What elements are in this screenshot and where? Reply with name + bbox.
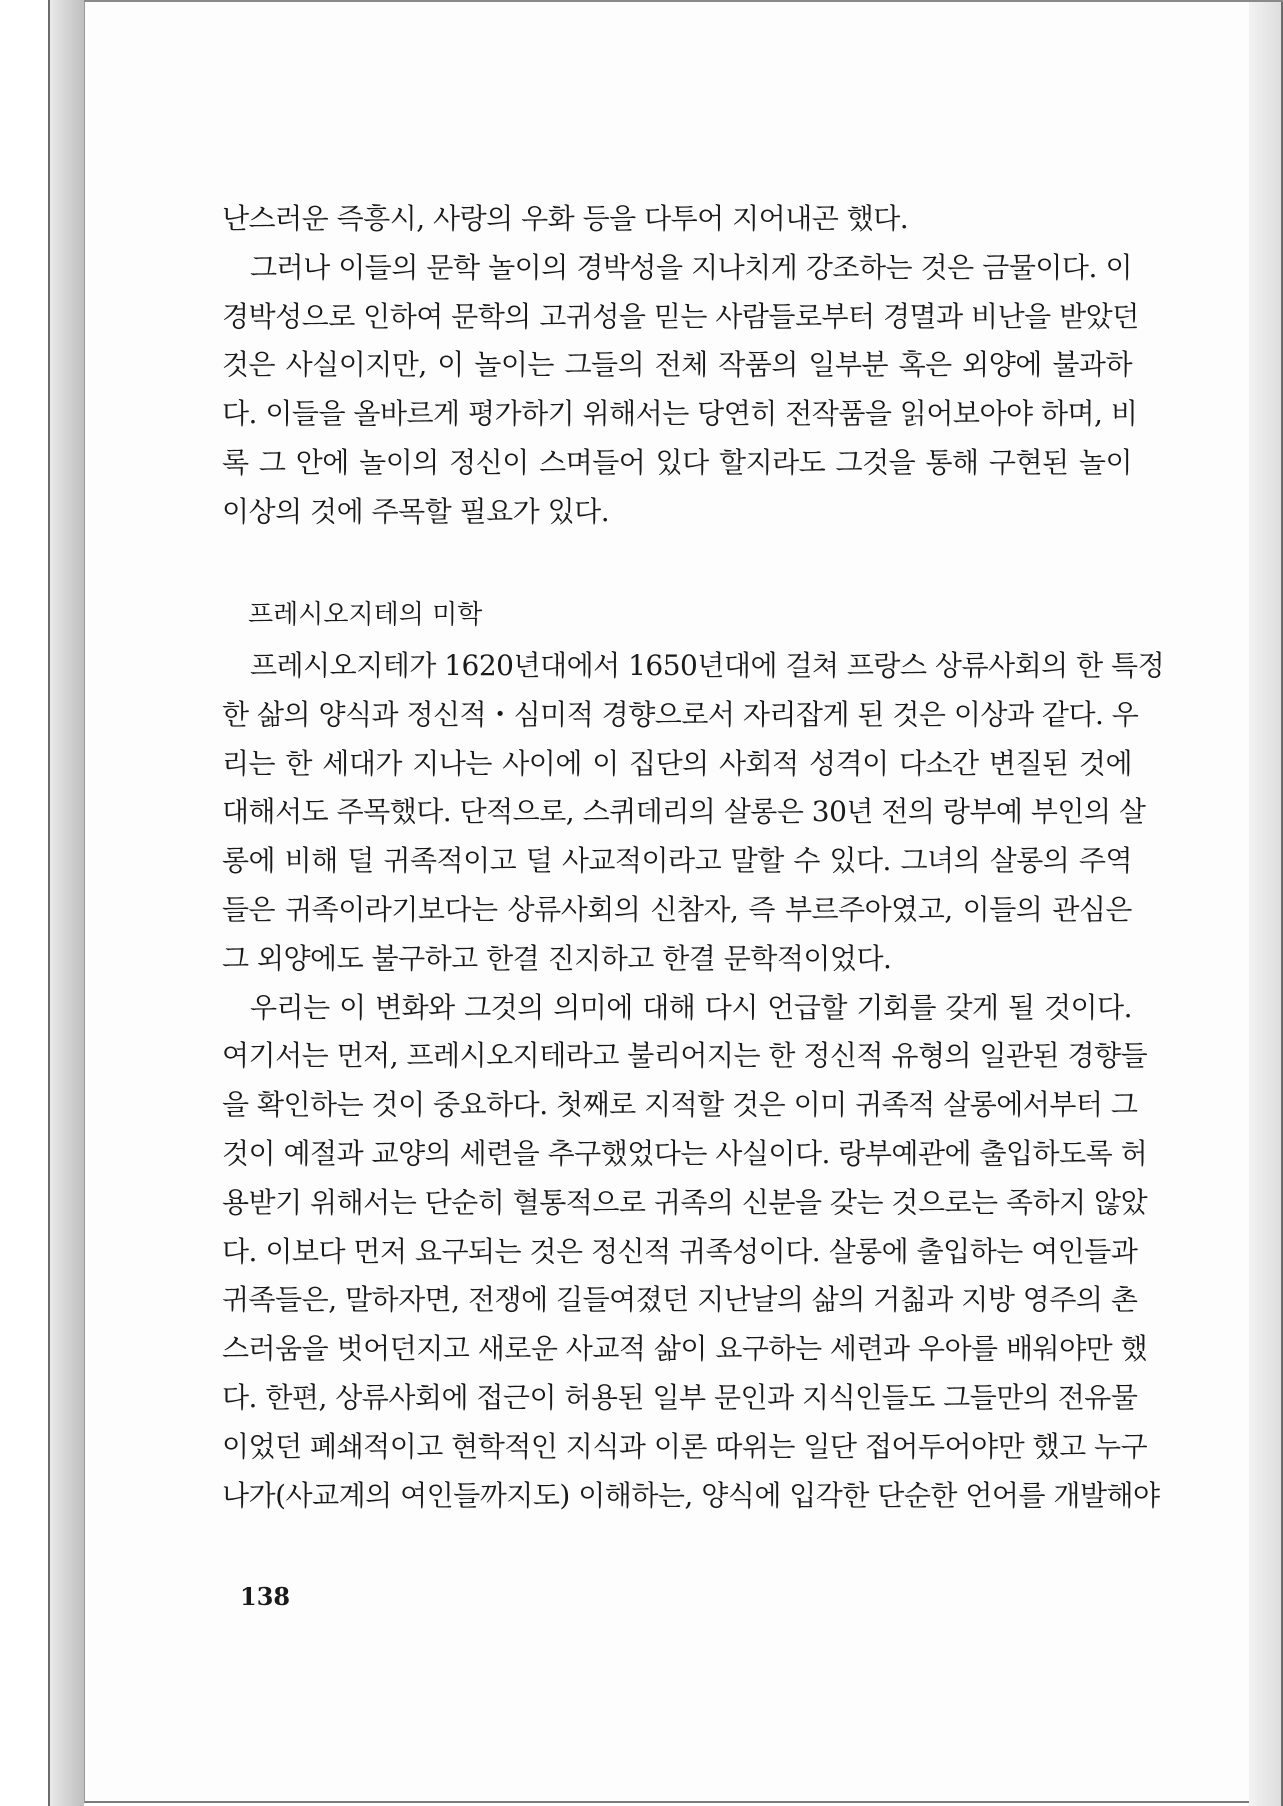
text-line: 난스러운 즉흥시, 사랑의 우화 등을 다투어 지어내곤 했다. — [222, 202, 909, 235]
paragraph — [222, 642, 1165, 984]
text-line: 것이 예절과 교양의 세련을 추구했었다는 사실이다. 랑부예관에 출입하도록 허 — [222, 1136, 1148, 1170]
text-line: 이상의 것에 주목할 필요가 있다. — [222, 494, 610, 528]
paragraph — [222, 984, 1160, 1521]
text-line: 리는 한 세대가 지나는 사이에 이 집단의 사회적 성격이 다소간 변질된 것에 — [222, 746, 1132, 780]
page-edge — [1249, 2, 1283, 1806]
text-line: 록 그 안에 놀이의 정신이 스며들어 있다 할지라도 그것을 통해 구현된 놀이 — [222, 445, 1132, 479]
text-line: 스러움을 벗어던지고 새로운 사교적 삶이 요구하는 세련과 우아를 배워야만 했 — [222, 1332, 1148, 1366]
section-heading: 프레시오지테의 미학 — [248, 600, 483, 630]
paragraph — [222, 195, 1132, 244]
page-number: 138 — [240, 1582, 291, 1611]
body-text-top — [222, 195, 1139, 537]
text-line: 롱에 비해 덜 귀족적이고 덜 사교적이라고 말할 수 있다. 그녀의 살롱의 주역 — [222, 844, 1132, 878]
text-line: 나가(사교계의 여인들까지도) 이해하는, 양식에 입각한 단순한 언어를 개발해야 — [222, 1478, 1160, 1512]
book-spine — [48, 0, 84, 1806]
text-line: 그러나 이들의 문학 놀이의 경박성을 지나치게 강조하는 것은 금물이다. 이 — [250, 250, 1132, 284]
paragraph — [222, 244, 1139, 537]
text-line: 귀족들은, 말하자면, 전쟁에 길들여졌던 지난날의 삶의 거칢과 지방 영주의 촌 — [222, 1283, 1138, 1317]
text-line: 들은 귀족이라기보다는 상류사회의 신참자, 즉 부르주아였고, 이들의 관심은 — [222, 892, 1132, 926]
text-line: 다. 이보다 먼저 요구되는 것은 정신적 귀족성이다. 살롱에 출입하는 여인들과 — [222, 1234, 1138, 1268]
text-line: 경박성으로 인하여 문학의 고귀성을 믿는 사람들로부터 경멸과 비난을 받았던 — [222, 299, 1139, 333]
text-line: 대해서도 주목했다. 단적으로, 스퀴데리의 살롱은 30년 전의 랑부예 부인의 살 — [222, 795, 1146, 829]
text-line: 그 외양에도 불구하고 한결 진지하고 한결 문학적이었다. — [222, 941, 892, 975]
text-line: 다. 이들을 올바르게 평가하기 위해서는 당연히 전작품을 읽어보아야 하며, 비 — [222, 397, 1138, 431]
text-line: 여기서는 먼저, 프레시오지테라고 불리어지는 한 정신적 유형의 일관된 경향들 — [222, 1039, 1148, 1073]
text-line: 을 확인하는 것이 중요하다. 첫째로 지적할 것은 이미 귀족적 살롱에서부터 그 — [222, 1088, 1138, 1122]
text-line: 프레시오지테가 1620년대에서 1650년대에 걸쳐 프랑스 상류사회의 한 특정 — [250, 649, 1165, 682]
text-line: 다. 한편, 상류사회에 접근이 허용된 일부 문인과 지식인들도 그들만의 전유물 — [222, 1380, 1138, 1414]
text-line: 용받기 위해서는 단순히 혈통적으로 귀족의 신분을 갖는 것으로는 족하지 않았 — [222, 1185, 1148, 1219]
body-text-bottom — [222, 642, 1165, 1520]
text-line: 것은 사실이지만, 이 놀이는 그들의 전체 작품의 일부분 혹은 외양에 불과하 — [222, 348, 1132, 382]
text-line: 한 삶의 양식과 정신적・심미적 경향으로서 자리잡게 된 것은 이상과 같다. 우 — [222, 697, 1139, 731]
text-line: 우리는 이 변화와 그것의 의미에 대해 다시 언급할 기회를 갖게 될 것이다. — [250, 990, 1132, 1024]
text-line: 이었던 폐쇄적이고 현학적인 지식과 이론 따위는 일단 접어두어야만 했고 누구 — [222, 1429, 1148, 1463]
